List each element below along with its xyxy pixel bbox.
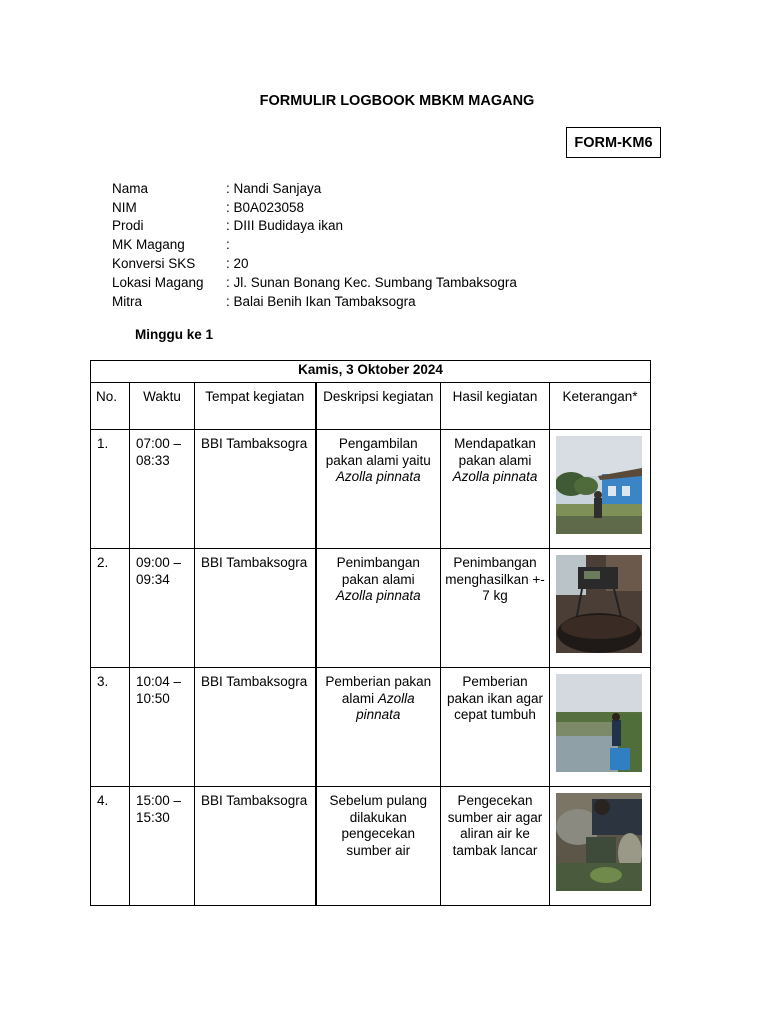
deskripsi-text: Pemberian pakan alami — [325, 674, 432, 706]
cell-no: 4. — [91, 787, 130, 906]
header-waktu: Waktu — [130, 383, 195, 430]
info-row-mk-magang — [112, 235, 517, 254]
deskripsi-text: Pengambilan pakan alami yaitu — [325, 436, 431, 468]
hasil-text: Penimbangan menghasilkan +- 7 kg — [445, 555, 545, 603]
table-row — [91, 668, 651, 787]
info-row-prodi — [112, 217, 517, 236]
photo-harvesting-azolla — [556, 436, 642, 534]
table-row — [91, 430, 651, 549]
photo-feeding-fish — [556, 674, 642, 772]
cell-no: 2. — [91, 549, 130, 668]
table-row — [91, 549, 651, 668]
cell-keterangan — [550, 549, 651, 668]
info-value: : DIII Budidaya ikan — [226, 218, 344, 234]
table-date: Kamis, 3 Oktober 2024 — [91, 361, 651, 383]
cell-hasil — [441, 430, 550, 549]
header-deskripsi: Deskripsi kegiatan — [316, 383, 441, 430]
cell-deskripsi — [316, 787, 441, 906]
cell-keterangan — [550, 668, 651, 787]
species-name: Azolla pinnata — [452, 469, 538, 484]
info-key: Mitra — [112, 293, 142, 309]
info-key: NIM — [112, 199, 137, 215]
header-tempat: Tempat kegiatan — [195, 383, 316, 430]
species-name: Azolla pinnata — [335, 588, 421, 603]
deskripsi-text: Penimbangan pakan alami — [336, 555, 420, 587]
cell-waktu: 09:00 – 09:34 — [130, 549, 195, 668]
deskripsi-text: Sebelum pulang dilakukan pengecekan sumber air — [329, 793, 428, 858]
photo-checking-water-source — [556, 793, 642, 891]
info-value: : 20 — [226, 256, 249, 272]
cell-keterangan — [550, 787, 651, 906]
student-info — [112, 179, 517, 311]
header-keterangan: Keterangan* — [550, 383, 651, 430]
table-row — [91, 787, 651, 906]
info-value: : Jl. Sunan Bonang Kec. Sumbang Tambaksogra — [226, 274, 517, 290]
form-code-box — [566, 127, 661, 158]
week-label: Minggu ke 1 — [135, 327, 214, 342]
cell-no: 1. — [91, 430, 130, 549]
hasil-text: Mendapatkan pakan alami — [454, 436, 536, 468]
info-value: : Balai Benih Ikan Tambaksogra — [226, 293, 416, 309]
info-row-nim — [112, 198, 517, 217]
cell-deskripsi — [316, 668, 441, 787]
cell-hasil — [441, 549, 550, 668]
cell-waktu: 10:04 – 10:50 — [130, 668, 195, 787]
cell-hasil — [441, 787, 550, 906]
cell-tempat: BBI Tambaksogra — [195, 549, 316, 668]
info-value: : — [226, 237, 230, 253]
header-no: No. — [91, 383, 130, 430]
cell-hasil — [441, 668, 550, 787]
info-row-lokasi — [112, 273, 517, 292]
info-row-mitra — [112, 292, 517, 311]
info-key: MK Magang — [112, 237, 185, 253]
header-hasil: Hasil kegiatan — [441, 383, 550, 430]
info-value: : Nandi Sanjaya — [226, 180, 322, 196]
form-code: FORM-KM6 — [574, 134, 653, 151]
hasil-text: Pemberian pakan ikan agar cepat tumbuh — [446, 674, 544, 722]
cell-keterangan — [550, 430, 651, 549]
page-title: FORMULIR LOGBOOK MBKM MAGANG — [259, 93, 535, 109]
info-value: : B0A023058 — [226, 199, 305, 215]
cell-waktu: 15:00 – 15:30 — [130, 787, 195, 906]
species-name: Azolla pinnata — [335, 469, 421, 484]
header-row — [91, 383, 651, 430]
cell-tempat: BBI Tambaksogra — [195, 787, 316, 906]
info-key: Nama — [112, 180, 149, 196]
cell-deskripsi — [316, 430, 441, 549]
info-key: Prodi — [112, 218, 144, 234]
cell-tempat: BBI Tambaksogra — [195, 430, 316, 549]
cell-no: 3. — [91, 668, 130, 787]
species-name: Azolla pinnata — [356, 690, 415, 722]
date-row — [91, 361, 651, 383]
info-row-konversi-sks — [112, 254, 517, 273]
cell-tempat: BBI Tambaksogra — [195, 668, 316, 787]
logbook-table — [90, 360, 651, 906]
info-row-nama — [112, 179, 517, 198]
hasil-text: Pengecekan sumber air agar aliran air ke tambak lancar — [447, 793, 543, 858]
info-key: Konversi SKS — [112, 256, 196, 272]
cell-waktu: 07:00 – 08:33 — [130, 430, 195, 549]
cell-deskripsi — [316, 549, 441, 668]
photo-weighing-feed — [556, 555, 642, 653]
info-key: Lokasi Magang — [112, 274, 204, 290]
